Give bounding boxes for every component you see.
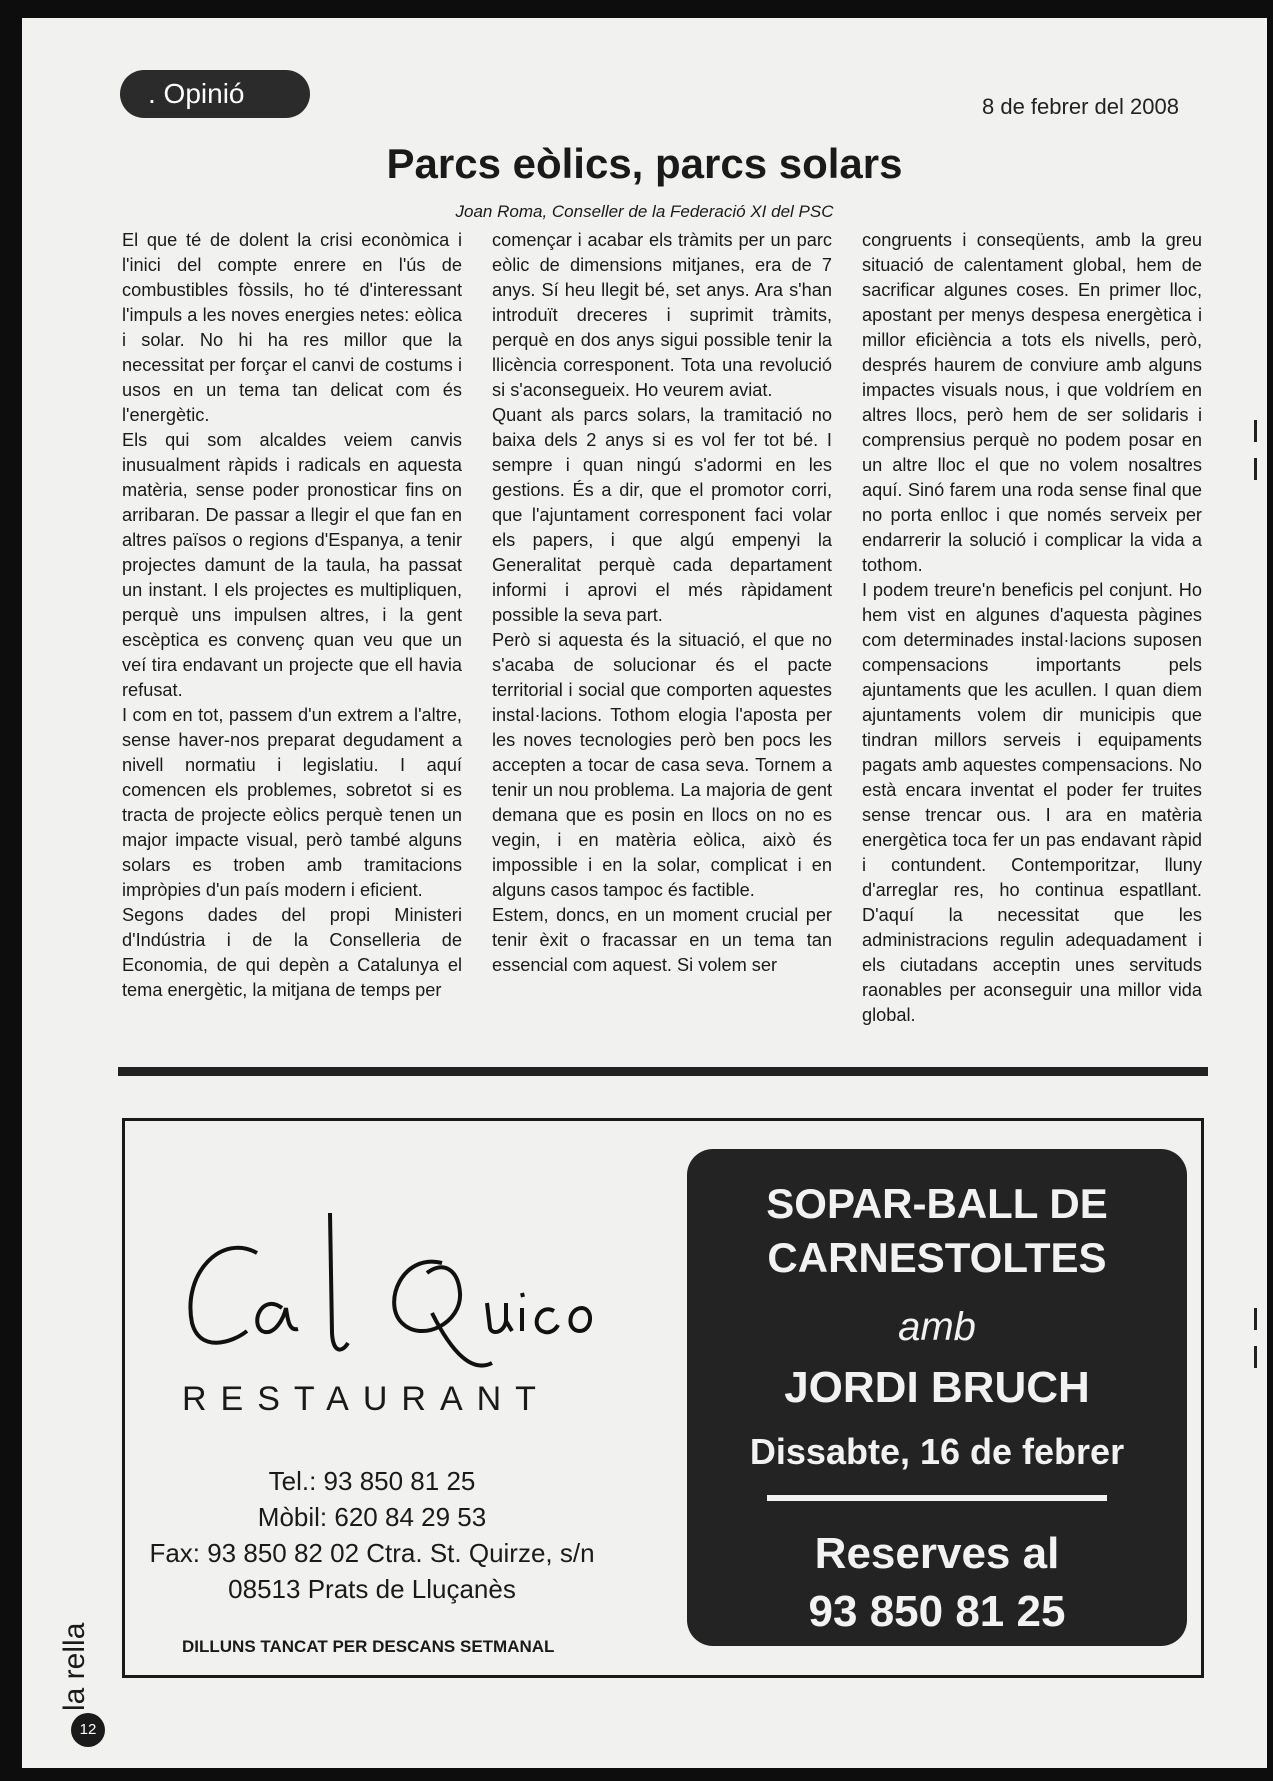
section-tab: . Opinió xyxy=(120,70,310,118)
paragraph: El que té de dolent la crisi econòmica i l'inici del compte enrere en l'ús de combustibles fòssils, ho té d'interessant l'impuls a les noves energies netes: eòlica i solar. No hi ha res millor que la necessitat per forçar el canvi de costums i usos en un tema tan delicat com és l'energètic. xyxy=(122,230,462,425)
paragraph: Els qui som alcaldes veiem canvis inusualment ràpids i radicals en aquesta matèria, sense poder pronosticar fins on arribaran. De passar a llegir el que fan en altres països o regions d'Espanya, a tenir projectes damunt de la taula, ha passat un instant. I els projectes es multipliquen, perquè uns impulsen altres, i la gent escèptica es convenç quan veu que un veí tira endavant un projecte que ell havia refusat. xyxy=(122,430,462,700)
magazine-page xyxy=(22,18,1267,1768)
event-with: amb xyxy=(898,1305,976,1349)
paragraph: començar i acabar els tràmits per un parc eòlic de dimensions mitjanes, era de 7 anys. Sí heu llegit bé, set anys. Ara s'han introduït dreceres i suprimit tràmits, perquè en dos anys sigui possible tenir la llicència corresponent. Tota una revolució si s'aconsegueix. Ho veurem aviat. xyxy=(492,230,832,400)
paragraph: I com en tot, passem d'un extrem a l'altre, sense haver-nos preparat degudament a nivell normatiu i legislatiu. I aquí comencen els problemes, sobretot si es tracta de projecte eòlics perquè tenen un major impacte visual, però també alguns solars es troben amb tramitacions impròpies d'un país modern i eficient. xyxy=(122,705,462,900)
town: 08513 Prats de Lluçanès xyxy=(228,1574,516,1604)
event-divider xyxy=(767,1495,1107,1501)
event-panel xyxy=(687,1149,1187,1646)
paragraph: Estem, doncs, en un moment crucial per tenir èxit o fracassar en un tema tan essencial com aquest. Si volem ser xyxy=(492,905,832,975)
phone: Tel.: 93 850 81 25 xyxy=(268,1466,476,1496)
paragraph: Però si aquesta és la situació, el que no s'acaba de solucionar és el pacte territorial i social que comporten aquestes instal·lacions. Tothom elogia l'aposta per les noves tecnologies però ben pocs les accepten a tocar de casa seva. Tornem a tenir un nou problema. La majoria de gent demana que es posin en llocs on no es vegin, i en matèria eòlica, això és impossible i en la solar, complicat i en alguns casos tampoc és factible. xyxy=(492,630,832,900)
paragraph: Quant als parcs solars, la tramitació no baixa dels 2 anys si es vol fer tot bé. I sempre i quan ningú s'adormi en les gestions. És a dir, que el promotor corri, que l'ajuntament corresponent faci volar els papers, i que algú empenyi la Generalitat perquè cada departament informi i aprovi el més ràpidament possible la seva part. xyxy=(492,405,832,625)
mobile: Mòbil: 620 84 29 53 xyxy=(257,1502,487,1532)
restaurant-contact xyxy=(122,1463,622,1607)
paragraph: I podem treure'n beneficis pel conjunt. Ho hem vist en algunes d'aquesta pàgines com determinades instal·lacions suposen compensacions importants pels ajuntaments que les acullen. I quan diem ajuntaments volem dir municipis que tindran millors serveis i equipaments pagats amb aquestes compensacions. No està encara inventat el poder fer truites sense trencar ous. I ara en matèria energètica toca fer un pas endavant ràpid i contundent. Contemporitzar, lluny d'arreglar res, ho continua espatllant. D'aquí la necessitat que les administracions regulin adequadament i els ciutadans acceptin unes servituds raonables per aconseguir una millor vida global. xyxy=(862,580,1202,1025)
restaurant-label: RESTAURANT xyxy=(182,1380,550,1418)
article-column-2 xyxy=(492,228,832,1048)
event-date: Dissabte, 16 de febrer xyxy=(749,1431,1125,1472)
magazine-name xyxy=(54,1593,94,1713)
event-title-line: CARNESTOLTES xyxy=(767,1234,1107,1281)
paragraph: Segons dades del propi Ministeri d'Indústria i de la Conselleria de Economia, de qui depèn a Catalunya el tema energètic, la mitjana de temps per xyxy=(122,905,462,1000)
section-divider xyxy=(118,1067,1208,1076)
edge-mark xyxy=(1254,420,1257,442)
edge-mark xyxy=(1254,458,1257,480)
reservation-phone: 93 850 81 25 xyxy=(808,1587,1066,1636)
edge-mark xyxy=(1254,1308,1257,1330)
reservation-label: Reserves al xyxy=(814,1529,1060,1578)
article-column-3 xyxy=(862,228,1202,1048)
article-byline: Joan Roma, Conseller de la Federació XI del PSC xyxy=(455,202,834,221)
closing-notice: DILLUNS TANCAT PER DESCANS SETMANAL xyxy=(182,1637,555,1656)
event-reservations xyxy=(687,1525,1187,1641)
article-title: Parcs eòlics, parcs solars xyxy=(386,140,903,187)
restaurant-logo xyxy=(162,1213,632,1383)
paragraph: congruents i conseqüents, amb la greu situació de calentament global, hem de sacrificar algunes coses. En primer lloc, apostant per menys despesa energètica i millor eficiència a tots els nivells, però, després haurem de conviure amb alguns impactes visuals nous, i que voldríem en altres llocs, però hem de ser solidaris i comprensius perquè no podem posar en un altre lloc el que no volem nosaltres aquí. Sinó farem una roda sense final que no porta enlloc i que només serveix per endarrerir la solució i complicar la vida a tothom. xyxy=(862,230,1202,575)
event-title-line: SOPAR-BALL DE xyxy=(766,1180,1108,1227)
event-title xyxy=(687,1177,1187,1285)
fax-address: Fax: 93 850 82 02 Ctra. St. Quirze, s/n xyxy=(149,1538,595,1568)
magazine-name-text: la rella xyxy=(58,1622,91,1711)
page-number: 12 xyxy=(71,1713,105,1747)
article-column-1 xyxy=(122,228,462,1048)
edge-mark xyxy=(1254,1346,1257,1368)
issue-date: 8 de febrer del 2008 xyxy=(982,94,1179,119)
event-artist: JORDI BRUCH xyxy=(784,1363,1090,1412)
